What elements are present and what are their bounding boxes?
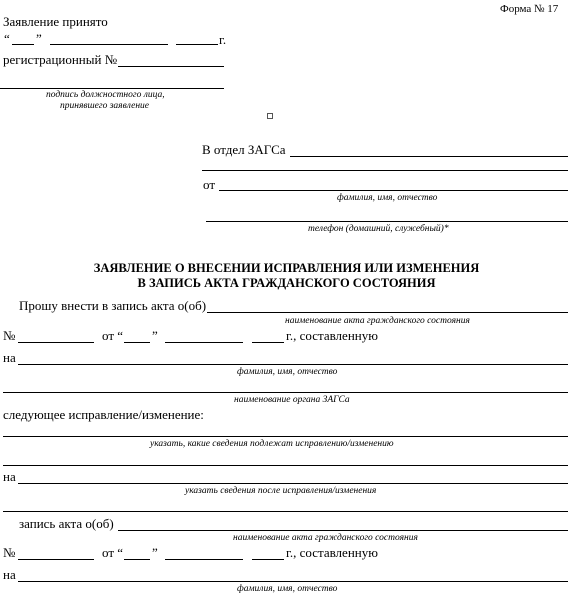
act-month-field[interactable] <box>165 342 243 343</box>
quote-open: “ <box>4 31 10 46</box>
date-from-label-2: от “ <box>102 545 124 560</box>
change-details-field-2[interactable] <box>3 465 568 466</box>
reg-number-field[interactable] <box>118 66 224 67</box>
request-label: Прошу внести в запись акта о(об) <box>19 298 207 313</box>
change-details-field[interactable] <box>3 436 568 437</box>
applicant-name-field[interactable] <box>219 190 568 191</box>
form-number: Форма № 17 <box>500 3 559 15</box>
heading-line-2: В ЗАПИСЬ АКТА ГРАЖДАНСКОГО СОСТОЯНИЯ <box>137 276 436 290</box>
year-composed-label: г., составленную <box>286 328 378 343</box>
heading-line-1: ЗАЯВЛЕНИЕ О ВНЕСЕНИИ ИСПРАВЛЕНИЯ ИЛИ ИЗМЕНЕНИЯ <box>93 261 480 275</box>
quote-close: ” <box>36 31 42 46</box>
person-name-field[interactable] <box>18 364 568 365</box>
act-caption: наименование акта гражданского состояния <box>285 316 470 326</box>
after-change-field[interactable] <box>18 483 568 484</box>
office-caption: наименование органа ЗАГСа <box>234 395 350 405</box>
reg-label: регистрационный № <box>3 52 118 67</box>
act-day-field[interactable] <box>124 342 150 343</box>
signature-line[interactable] <box>0 88 224 89</box>
zags-organ-field[interactable] <box>3 392 568 393</box>
act-name-field[interactable] <box>207 312 568 313</box>
record-person-field[interactable] <box>18 581 568 582</box>
on-label-3: на <box>3 567 16 582</box>
zags-office-field-2[interactable] <box>202 170 568 171</box>
number-label: № <box>3 328 16 343</box>
signature-caption: подпись должностного лица, <box>46 90 165 100</box>
accepted-title: Заявление принято <box>3 14 108 29</box>
phone-caption: телефон (домашний, служебный)* <box>308 224 449 234</box>
year-field[interactable] <box>176 44 218 45</box>
checkbox-square <box>267 113 273 119</box>
after-change-field-2[interactable] <box>3 511 568 512</box>
next-label: следующее исправление/изменение: <box>3 407 204 422</box>
act-caption-2: наименование акта гражданского состояния <box>233 533 418 543</box>
date-quote-close: ” <box>152 328 158 343</box>
after-caption: указать сведения после исправления/изменения <box>185 486 377 496</box>
record-day-field[interactable] <box>124 559 150 560</box>
from-label: от <box>203 177 216 192</box>
record-act-field[interactable] <box>118 530 568 531</box>
record-month-field[interactable] <box>165 559 243 560</box>
year-composed-label-2: г., составленную <box>286 545 378 560</box>
day-field[interactable] <box>12 44 34 45</box>
details-caption: указать, какие сведения подлежат исправлению/изменению <box>150 439 394 449</box>
phone-field[interactable] <box>206 221 568 222</box>
zags-office-field[interactable] <box>290 156 568 157</box>
date-from-label: от “ <box>102 328 124 343</box>
record-number-field[interactable] <box>18 559 94 560</box>
on-label-2: на <box>3 469 16 484</box>
name-caption: фамилия, имя, отчество <box>337 193 438 203</box>
act-number-field[interactable] <box>18 342 94 343</box>
on-label: на <box>3 350 16 365</box>
to-label: В отдел ЗАГСа <box>202 142 286 157</box>
record-label: запись акта о(об) <box>19 516 114 531</box>
year-suffix: г. <box>219 32 227 47</box>
month-field[interactable] <box>50 44 168 45</box>
name-caption-2: фамилия, имя, отчество <box>237 584 338 594</box>
number-label-2: № <box>3 545 16 560</box>
act-year-field[interactable] <box>252 342 284 343</box>
signature-caption-2: принявшего заявление <box>60 101 149 111</box>
person-name-caption: фамилия, имя, отчество <box>237 367 338 377</box>
record-year-field[interactable] <box>252 559 284 560</box>
date-quote-close-2: ” <box>152 545 158 560</box>
